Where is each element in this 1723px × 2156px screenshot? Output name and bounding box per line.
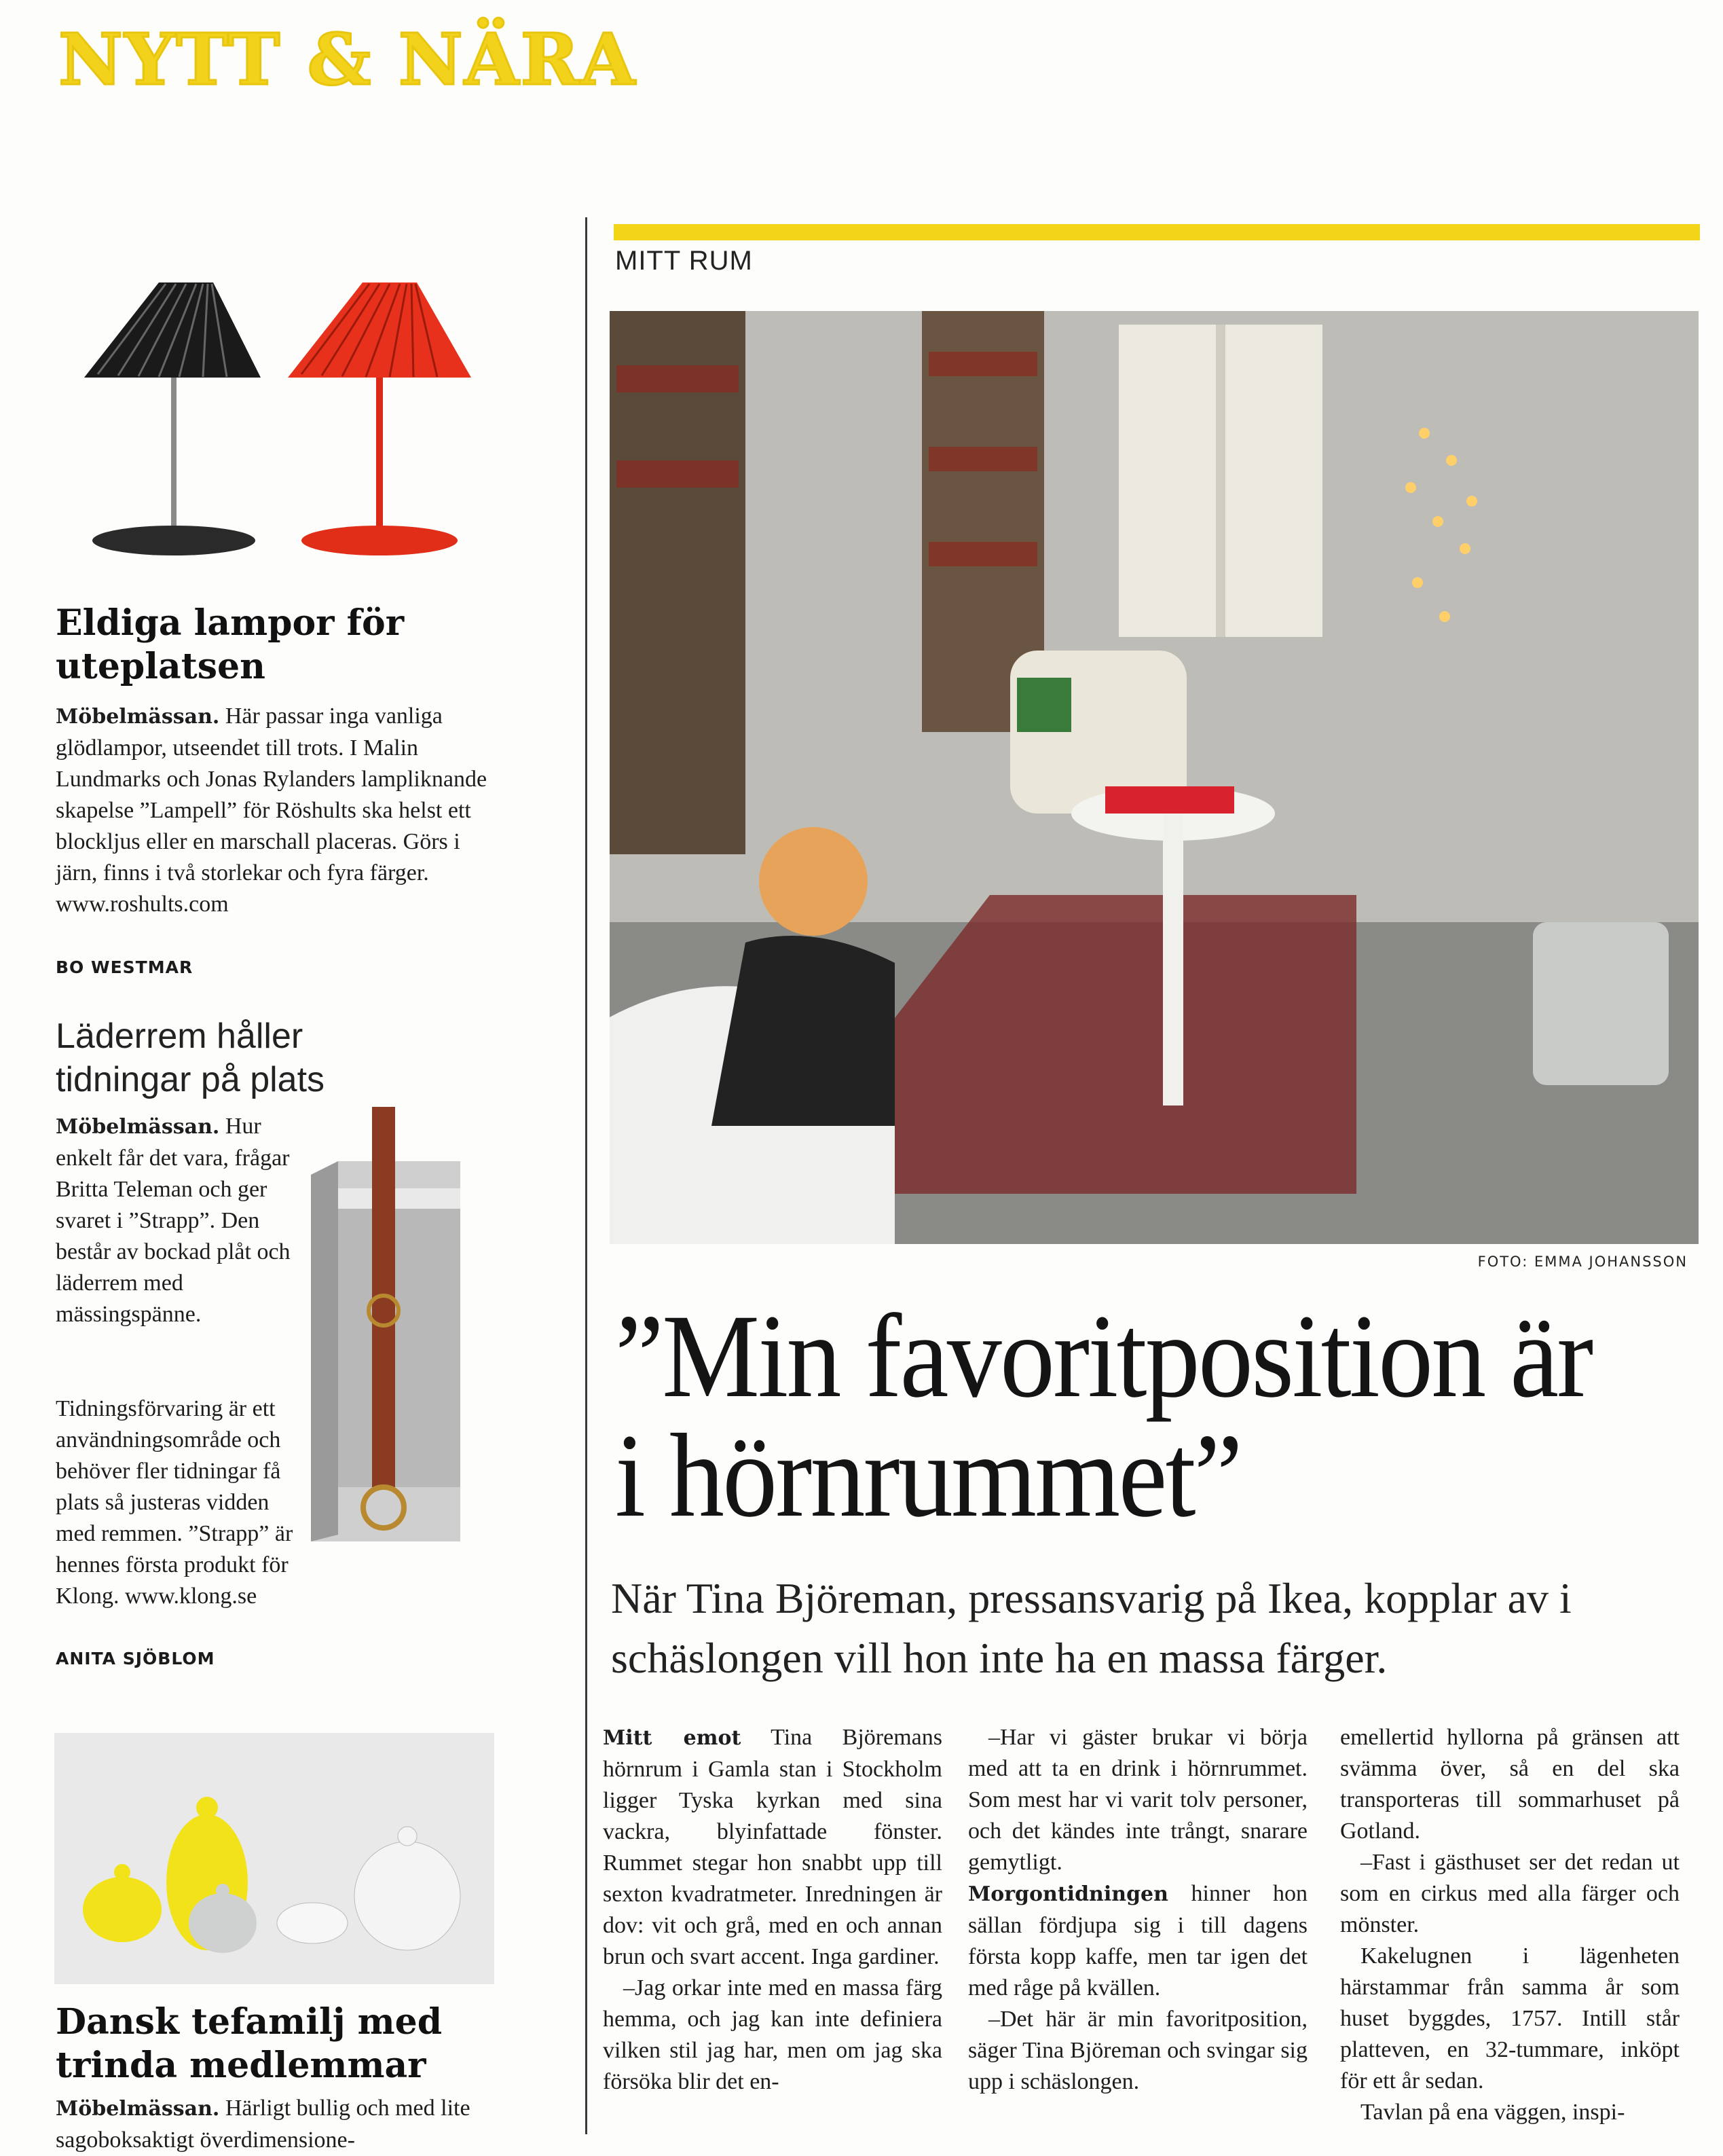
article-column-1 — [603, 1722, 942, 2130]
article-headline: ”Min favoritposition är i hörnrummet” — [615, 1290, 1592, 1542]
byline: ANITA SJÖBLOM — [56, 1649, 215, 1668]
section-accent-bar — [614, 224, 1700, 240]
article-text: Här passar inga vanliga glödlampor, utseendet till trots. I Malin Lundmarks och Jonas Rylanders lampliknande skapelse ”Lampell” för Röshults ska helst ett blockljus eller en marschall placeras. Görs i järn, finns i två storlekar och fyra färger. www.roshults.com — [56, 704, 487, 917]
article-body-strapp-top — [56, 1111, 314, 1330]
strapp-product-photo — [297, 1107, 508, 1541]
article-lead: Möbelmässan. — [56, 2097, 220, 2121]
living-room-photo — [610, 311, 1699, 1244]
article-column-3 — [1340, 1722, 1680, 2130]
lamp-product-photo — [57, 242, 492, 581]
chair-right — [1533, 922, 1669, 1085]
article-paragraph: –Det här är min favoritposition, säger Tina Björeman och svingar sig upp i schäslongen. — [968, 2007, 1308, 2094]
article-lead: Mitt emot — [603, 1726, 741, 1750]
article-headline-teapots: Dansk tefamilj med trinda medlemmar — [56, 2001, 443, 2086]
article-text: Hur enkelt får det vara, frågar Britta Teleman och ger svaret i ”Strapp”. Den består av bockad plåt och läderrem med mässingspänne. — [56, 1114, 291, 1327]
article-paragraph: Kakelugnen i lägenheten härstammar från samma år som huset byggdes, 1757. Intill står platteven, en 32-tummare, inköpt för ett år sedan. — [1340, 1943, 1680, 2094]
article-column-2 — [968, 1722, 1308, 2130]
article-paragraph: emellertid hyllorna på gränsen att svämma över, så en del ska transporteras till sommarhuset på Gotland. — [1340, 1725, 1680, 1844]
article-text: Härligt bullig och med lite sagoboksaktigt överdimensione- — [56, 2096, 470, 2153]
article-paragraph: –Fast i gästhuset ser det redan ut som en cirkus med alla färger och mönster. — [1340, 1850, 1680, 1937]
red-lamp-icon — [288, 282, 471, 555]
article-text: Tina Björemans hörnrum i Gamla stan i Stockholm ligger Tyska kyrkan med sina vackra, blyinfattade fönster. Rummet stegar hon snabbt upp till sexton kvadratmeter. Inredningen är dov: vit och grå, med en och annan brun och svart accent. Inga gardiner. — [603, 1725, 942, 1969]
article-body-strapp-bottom: Tidningsförvaring är ett användningsområde och behöver fler tidningar få plats så justeras vidden med remmen. ”Strapp” är hennes första produkt för Klong. www.klong.se — [56, 1396, 293, 1609]
article-lead: Möbelmässan. — [56, 705, 220, 729]
column-divider — [585, 217, 587, 2134]
section-label: MITT RUM — [615, 246, 753, 276]
black-lamp-icon — [84, 282, 261, 555]
article-text: hinner hon sällan fördjupa sig i till dagens första kopp kaffe, men tar igen det med råge på kvällen. — [968, 1881, 1308, 2000]
article-lead: Morgontidningen — [968, 1882, 1168, 1906]
photo-credit: FOTO: EMMA JOHANSSON — [1477, 1254, 1688, 1270]
byline: BO WESTMAR — [56, 957, 193, 977]
article-body-lamps — [56, 701, 490, 920]
teapot-family-photo — [54, 1733, 494, 1984]
article-headline-lamps: Eldiga lampor för uteplatsen — [56, 602, 405, 687]
article-paragraph: –Jag orkar inte med en massa färg hemma, och jag kan inte definiera vilken stil jag har, men om jag ska försöka blir det en- — [603, 1975, 942, 2094]
article-paragraph: –Har vi gäster brukar vi börja med att ta en drink i hörnrummet. Som mest har vi varit tolv personer, och det kändes inte trångt, snarare gemytligt. — [968, 1725, 1308, 1875]
article-lead: Möbelmässan. — [56, 1115, 220, 1139]
article-body-teapots — [56, 2093, 490, 2153]
article-paragraph: Tavlan på ena väggen, inspi- — [1360, 2100, 1625, 2125]
masthead-title: NYTT & NÄRA — [58, 18, 637, 101]
article-subhead: När Tina Björeman, pressansvarig på Ikea, kopplar av i schäslongen vill hon inte ha en massa färger. — [611, 1574, 1572, 1682]
article-headline-strapp: Läderrem håller tidningar på plats — [56, 1017, 325, 1099]
person-head — [759, 827, 868, 936]
